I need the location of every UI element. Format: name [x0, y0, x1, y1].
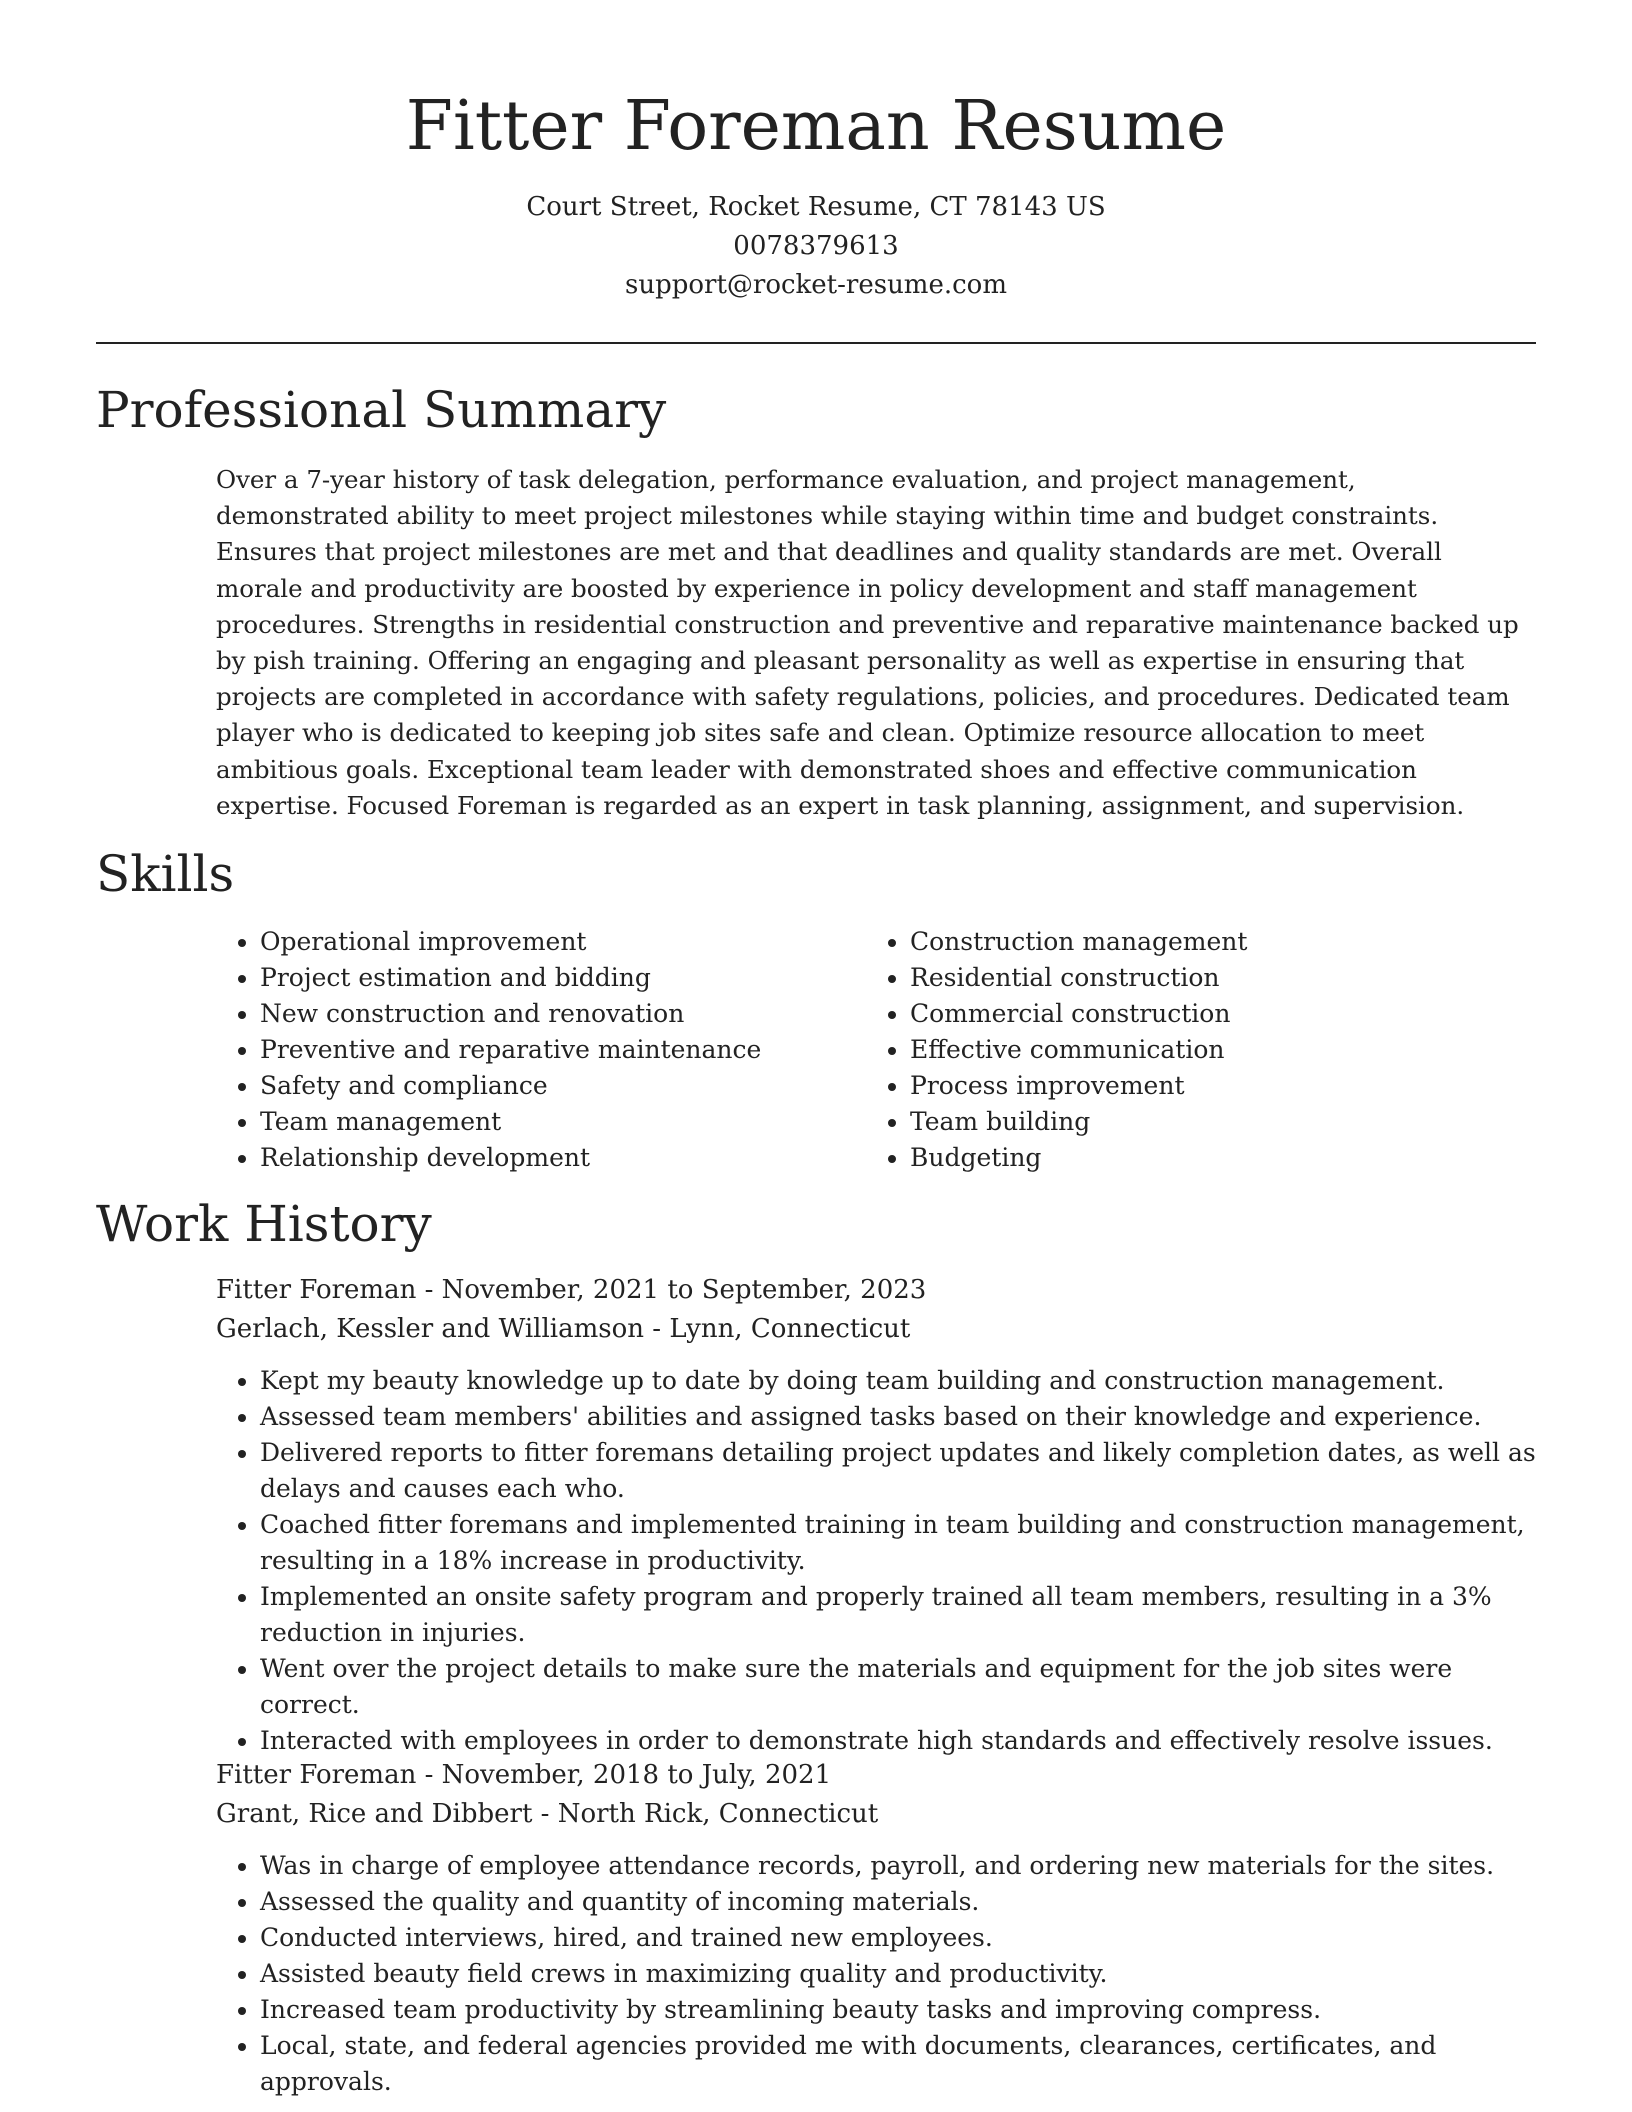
job-bullet: • Interacted with employees in order to demonstrate high standards and effectively resolve issues. — [260, 1723, 1536, 1759]
resume-title: Fitter Foreman Resume — [405, 87, 1227, 166]
skill-item: • Safety and compliance — [260, 1068, 816, 1104]
job-bullet: • Kept my beauty knowledge up to date by doing team building and construction management. — [260, 1363, 1536, 1399]
job-company-location: Grant, Rice and Dibbert - North Rick, Connecticut — [216, 1799, 879, 1829]
header-divider — [96, 342, 1536, 344]
skill-item: • Residential construction — [910, 960, 1466, 996]
job-company-location: Gerlach, Kessler and Williamson - Lynn, Connecticut — [216, 1314, 911, 1344]
job-bullet: • Assessed the quality and quantity of incoming materials. — [260, 1884, 1536, 1920]
job-bullet: • Went over the project details to make sure the materials and equipment for the job sites were correct. — [260, 1651, 1536, 1723]
work-history-heading: Work History — [96, 1195, 432, 1253]
job-role-dates: Fitter Foreman - November, 2018 to July, 2021 — [216, 1760, 832, 1790]
skill-item: • Project estimation and bidding — [260, 960, 816, 996]
skill-item: • Budgeting — [910, 1140, 1466, 1176]
skill-item: • Preventive and reparative maintenance — [260, 1032, 816, 1068]
contact-info — [0, 188, 1632, 305]
job-header — [216, 1271, 1536, 1349]
skill-item: • New construction and renovation — [260, 996, 816, 1032]
job-header — [216, 1756, 1536, 1834]
job-role-dates: Fitter Foreman - November, 2021 to September, 2023 — [216, 1275, 927, 1305]
summary-text: Over a 7-year history of task delegation, performance evaluation, and project management, demonstrated ability to meet project milestones while staying within time and budget constraints. Ensures that project milestones are met and that deadlines and quality standards are met. Overall morale and productivity are boosted by experience in policy development and staff management procedures. Strengths in residential construction and preventive and reparative maintenance backed up by pish training. Offering an engaging and pleasant personality as well as expertise in ensuring that projects are completed in accordance with safety regulations, policies, and procedures. Dedicated team player who is dedicated to keeping job sites safe and clean. Optimize resource allocation to meet ambitious goals. Exceptional team leader with demonstrated shoes and effective communication expertise. Focused Foreman is regarded as an expert in task planning, assignment, and supervision. — [216, 465, 1519, 820]
skills-list-left — [216, 924, 816, 1176]
skill-item: • Relationship development — [260, 1140, 816, 1176]
phone: 0078379613 — [733, 231, 899, 261]
skill-item: • Team management — [260, 1104, 816, 1140]
resume-header — [0, 0, 1632, 305]
job-bullet: • Increased team productivity by streamlining beauty tasks and improving compress. — [260, 1992, 1536, 2028]
skill-item: • Operational improvement — [260, 924, 816, 960]
skill-item: • Effective communication — [910, 1032, 1466, 1068]
skill-item: • Team building — [910, 1104, 1466, 1140]
job-bullet: • Implemented an onsite safety program and properly trained all team members, resulting in a 3% reduction in injuries. — [260, 1579, 1536, 1651]
email: support@rocket-resume.com — [624, 270, 1007, 300]
skill-item: • Construction management — [910, 924, 1466, 960]
skills-list-right — [866, 924, 1466, 1176]
job-entry — [216, 1271, 1536, 1759]
skills-heading: Skills — [96, 845, 235, 903]
summary-heading: Professional Summary — [96, 381, 667, 439]
job-bullet: • Coached fitter foremans and implemented training in team building and construction management, resulting in a 18% increase in productivity. — [260, 1507, 1536, 1579]
job-bullets — [216, 1363, 1536, 1759]
skill-item: • Commercial construction — [910, 996, 1466, 1032]
job-bullet: • Assessed team members' abilities and assigned tasks based on their knowledge and experience. — [260, 1399, 1536, 1435]
job-bullet: • Was in charge of employee attendance records, payroll, and ordering new materials for the sites. — [260, 1848, 1536, 1884]
address: Court Street, Rocket Resume, CT 78143 US — [526, 192, 1106, 222]
job-entry — [216, 1756, 1536, 2100]
job-bullet: • Assisted beauty field crews in maximizing quality and productivity. — [260, 1956, 1536, 1992]
job-bullet: • Conducted interviews, hired, and trained new employees. — [260, 1920, 1536, 1956]
skills-left-column — [216, 924, 816, 1176]
skill-item: • Process improvement — [910, 1068, 1466, 1104]
skills-right-column — [866, 924, 1466, 1176]
job-bullets — [216, 1848, 1536, 2100]
job-bullet: • Local, state, and federal agencies provided me with documents, clearances, certificates, and approvals. — [260, 2028, 1536, 2100]
job-bullet: • Delivered reports to fitter foremans detailing project updates and likely completion dates, as well as delays and causes each who. — [260, 1435, 1536, 1507]
